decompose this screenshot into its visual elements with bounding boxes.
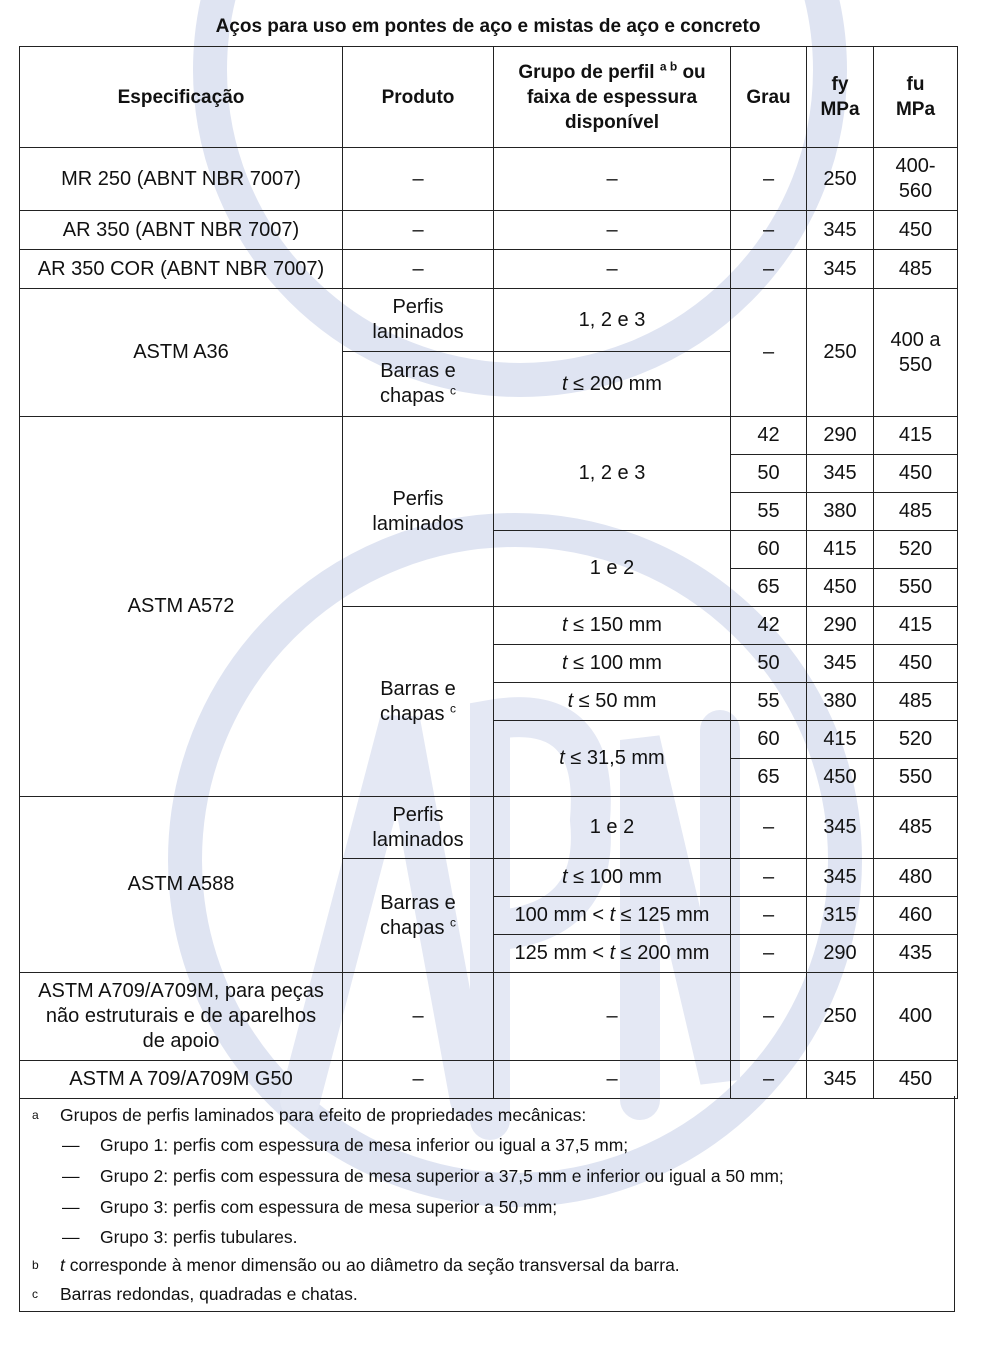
- header-grau: Grau: [731, 47, 807, 148]
- table-row: [20, 417, 958, 455]
- table-row: [20, 211, 958, 250]
- table-row: [20, 148, 958, 211]
- page-title: Aços para uso em pontes de aço e mistas de aço e concreto: [215, 16, 761, 37]
- spec-cell: ASTM A572: [20, 417, 343, 797]
- fy-cell: 345: [807, 1061, 874, 1099]
- header-fu: fu MPa: [874, 47, 958, 148]
- grupo-cell: t ≤ 100 mm: [494, 859, 731, 897]
- spec-cell: ASTM A588: [20, 797, 343, 973]
- fu-cell: 485: [874, 797, 958, 859]
- dash-cell: –: [343, 250, 494, 289]
- fu-cell: 485: [874, 683, 958, 721]
- grau-cell: 50: [731, 455, 807, 493]
- dash-cell: –: [343, 211, 494, 250]
- fu-cell: 400- 560: [874, 148, 958, 211]
- fy-cell: 380: [807, 683, 874, 721]
- fu-cell: 415: [874, 607, 958, 645]
- dash-cell: –: [343, 973, 494, 1061]
- spec-cell: AR 350 (ABNT NBR 7007): [20, 211, 343, 250]
- fu-cell: 450: [874, 211, 958, 250]
- dash-cell: –: [343, 148, 494, 211]
- grau-cell: 65: [731, 759, 807, 797]
- grupo-cell: t ≤ 31,5 mm: [494, 721, 731, 797]
- fy-cell: 250: [807, 973, 874, 1061]
- grupo-cell: t ≤ 50 mm: [494, 683, 731, 721]
- dash-cell: –: [731, 250, 807, 289]
- produto-cell: Barras e chapas $^c$: [343, 607, 494, 797]
- fy-cell: 345: [807, 250, 874, 289]
- grupo-cell: 1, 2 e 3: [494, 289, 731, 352]
- dash-cell: –: [731, 935, 807, 973]
- grupo-cell: t ≤ 150 mm: [494, 607, 731, 645]
- table-row: [20, 289, 958, 352]
- dash-cell: –: [731, 289, 807, 417]
- fu-cell: 400 a 550: [874, 289, 958, 417]
- header-especificacao: Especificação: [20, 47, 343, 148]
- dash-cell: –: [731, 973, 807, 1061]
- dash-cell: –: [494, 1061, 731, 1099]
- fu-cell: 550: [874, 569, 958, 607]
- dash-cell: –: [731, 897, 807, 935]
- spec-cell: AR 350 COR (ABNT NBR 7007): [20, 250, 343, 289]
- spec-cell: ASTM A709/A709M, para peças não estruturais e de aparelhos de apoio: [20, 973, 343, 1061]
- dash-cell: –: [494, 973, 731, 1061]
- produto-cell: Barras e chapas $^c$: [343, 352, 494, 417]
- fu-cell: 450: [874, 1061, 958, 1099]
- dash-cell: –: [731, 148, 807, 211]
- produto-cell: Perfis laminados: [343, 417, 494, 607]
- fu-cell: 550: [874, 759, 958, 797]
- dash-cell: –: [494, 250, 731, 289]
- table-header-row: [20, 47, 958, 148]
- dash-cell: –: [731, 211, 807, 250]
- fu-cell: 400: [874, 973, 958, 1061]
- dash-cell: –: [494, 148, 731, 211]
- spec-cell: ASTM A 709/A709M G50: [20, 1061, 343, 1099]
- steel-spec-table: [19, 46, 958, 1099]
- header-produto: Produto: [343, 47, 494, 148]
- header-fy: fy MPa: [807, 47, 874, 148]
- grau-cell: 60: [731, 531, 807, 569]
- grupo-cell: t ≤ 200 mm: [494, 352, 731, 417]
- header-grupo: Grupo de perfil $^{a b}$ ou faixa de espessura disponível: [494, 47, 731, 148]
- grupo-cell: t ≤ 100 mm: [494, 645, 731, 683]
- dash-cell: –: [731, 797, 807, 859]
- grau-cell: 55: [731, 493, 807, 531]
- fu-cell: 435: [874, 935, 958, 973]
- fy-cell: 345: [807, 859, 874, 897]
- fy-cell: 290: [807, 935, 874, 973]
- grupo-cell: 1, 2 e 3: [494, 417, 731, 531]
- dash-cell: –: [343, 1061, 494, 1099]
- fy-cell: 450: [807, 569, 874, 607]
- grupo-cell: 125 mm < t ≤ 200 mm: [494, 935, 731, 973]
- fu-cell: 480: [874, 859, 958, 897]
- fy-cell: 250: [807, 148, 874, 211]
- fy-cell: 345: [807, 645, 874, 683]
- fu-cell: 520: [874, 721, 958, 759]
- table-row: [20, 973, 958, 1061]
- dash-cell: –: [731, 859, 807, 897]
- grupo-cell: 1 e 2: [494, 531, 731, 607]
- grau-cell: 65: [731, 569, 807, 607]
- fy-cell: 415: [807, 531, 874, 569]
- grau-cell: 55: [731, 683, 807, 721]
- spec-cell: MR 250 (ABNT NBR 7007): [20, 148, 343, 211]
- grau-cell: 50: [731, 645, 807, 683]
- footnotes: a Grupos de perfis laminados para efeito de propriedades mecânicas: — Grupo 1: perfis com espessura de mesa inferior ou igual a 37,5 mm; — Grupo 2: perfis com espessura de mesa superior a 37,5 mm e inferior ou igual a 50 mm; — Grupo 3: perfis com espessura de mesa superior a 50 mm; — Grupo 3: perfis tubulares. b t corresponde à menor dimensão ou ao diâmetro da seção transversal da barra. c Barras redondas, quadradas e chatas.: [19, 1096, 955, 1312]
- fy-cell: 250: [807, 289, 874, 417]
- grupo-cell: 100 mm < t ≤ 125 mm: [494, 897, 731, 935]
- fy-cell: 415: [807, 721, 874, 759]
- fy-cell: 450: [807, 759, 874, 797]
- produto-cell: Perfis laminados: [343, 289, 494, 352]
- produto-cell: Barras e chapas $^c$: [343, 859, 494, 973]
- fu-cell: 415: [874, 417, 958, 455]
- table-row: [20, 1061, 958, 1099]
- fy-cell: 345: [807, 211, 874, 250]
- fy-cell: 345: [807, 455, 874, 493]
- footnote-ref-ab: a b: [659, 59, 678, 74]
- grau-cell: 42: [731, 417, 807, 455]
- grupo-cell: 1 e 2: [494, 797, 731, 859]
- fy-cell: 345: [807, 797, 874, 859]
- fy-cell: 290: [807, 607, 874, 645]
- dash-cell: –: [494, 211, 731, 250]
- table-row: [20, 250, 958, 289]
- fu-cell: 485: [874, 493, 958, 531]
- dash-cell: –: [731, 1061, 807, 1099]
- spec-cell: ASTM A36: [20, 289, 343, 417]
- fy-cell: 315: [807, 897, 874, 935]
- grau-cell: 42: [731, 607, 807, 645]
- fu-cell: 460: [874, 897, 958, 935]
- fy-cell: 380: [807, 493, 874, 531]
- fy-cell: 290: [807, 417, 874, 455]
- table-row: [20, 797, 958, 859]
- fu-cell: 450: [874, 645, 958, 683]
- fu-cell: 485: [874, 250, 958, 289]
- fu-cell: 450: [874, 455, 958, 493]
- produto-cell: Perfis laminados: [343, 797, 494, 859]
- fu-cell: 520: [874, 531, 958, 569]
- grau-cell: 60: [731, 721, 807, 759]
